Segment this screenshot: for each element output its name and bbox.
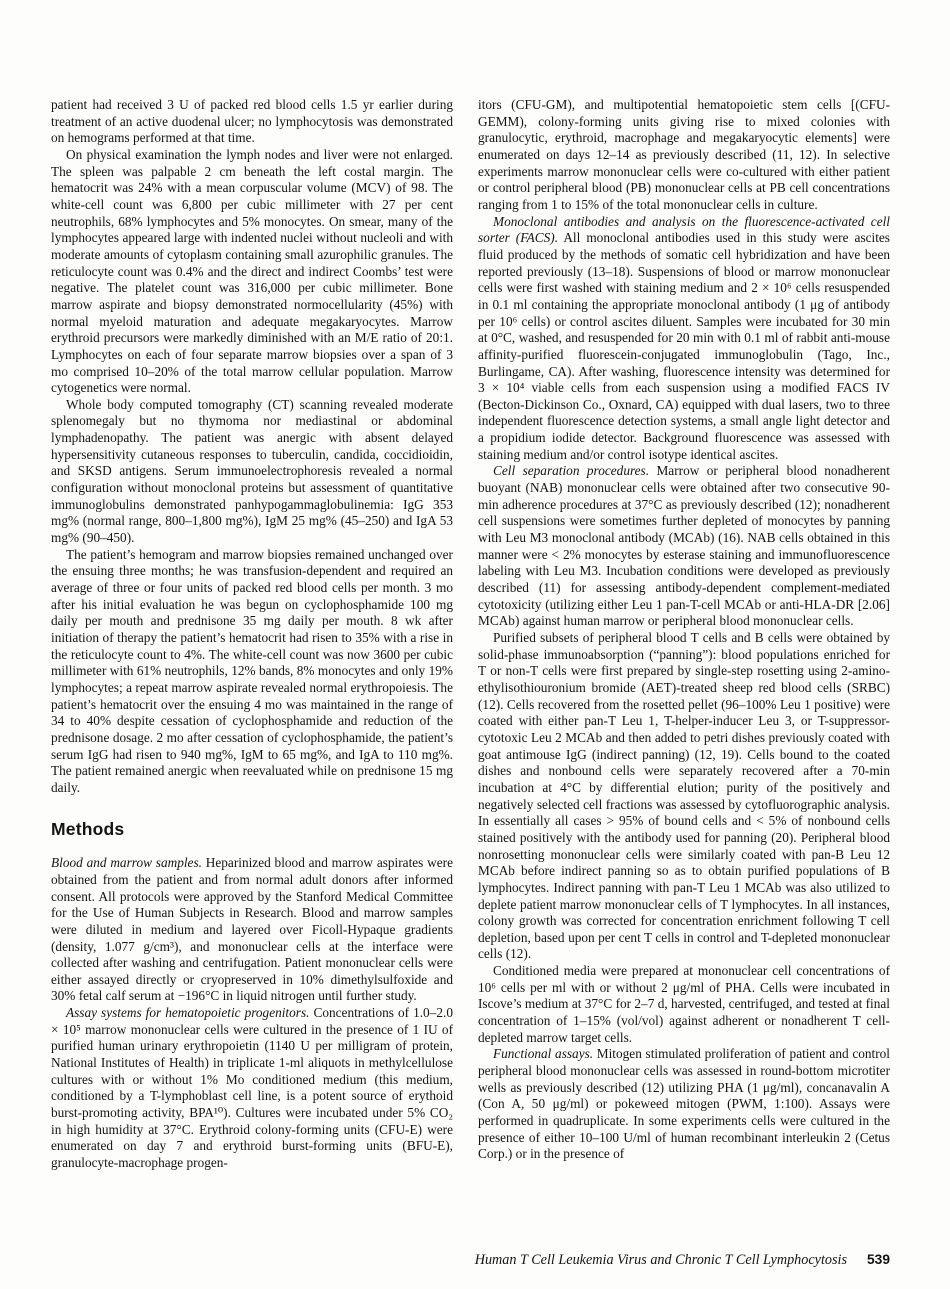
paragraph-text: On physical examination the lymph nodes and liver were not enlarged. The spleen was palpable 2 cm beneath the left costal margin. The hematocrit was 24% with a mean corpuscular volume (MCV) of 98. The white-cell count was 6,800 per cubic millimeter with 27 per cent neutrophils, 68% lymphocytes and 5% monocytes. On smear, many of the lymphocytes appeared large with indented nuclei without nucleoli and with moderate amounts of cytoplasm containing small azurophilic granules. The reticulocyte count was 0.4% and the direct and indirect Coombs’ test were negative. The platelet count was 316,000 per cubic millimeter. Bone marrow aspirate and biopsy demonstrated normocellularity (45%) with normal myeloid maturation and adequate megakaryocytes. Marrow erythroid precursors were markedly diminished with an M/E ratio of 20:1. Lymphocytes on each of four separate marrow biopsies over a span of 3 mo comprised 10–20% of the total marrow cellular population. Marrow cytogenetics were normal.: [51, 146, 453, 396]
paragraph-text: patient had received 3 U of packed red blood cells 1.5 yr earlier during treatment of an active duodenal ulcer; no lymphocytosis was demonstrated on hemograms performed at that time.: [51, 97, 453, 146]
subsection-title: Blood and marrow samples.: [51, 855, 202, 871]
running-title: Human T Cell Leukemia Virus and Chronic T Cell Lymphocytosis: [474, 1252, 847, 1268]
paragraph: [478, 630, 890, 963]
paragraph-text: Purified subsets of peripheral blood T cells and B cells were obtained by solid-phase immunoabsorption (“panning”): blood populations enriched for T or non-T cells were first prepared by single-step rosetting using 2-amino-ethylisothiouronium bromide (AET)-treated sheep red blood cells (SRBC) (12). Cells recovered from the rosetted pellet (96–100% Leu 1 positive) were coated with either pan-T Leu 1, T-helper-inducer Leu 3, or T-suppressor-cytotoxic Leu 2 MCAb and then added to petri dishes previously coated with goat antimouse IgG (indirect panning) (12, 19). Cells bound to the coated dishes and nonbound cells were separately recovered after a 70-min incubation at 4°C by differential elution; purity of the positively and negatively selected cell fractions was assessed by cytofluorographic analysis. In essentially all cases > 95% of bound cells and < 5% of nonbound cells stained positively with the antibody used for panning (20). Peripheral blood nonrosetting mononuclear cells were similarly coated with pan-B Leu 12 MCAb before indirect panning so as to obtain purified populations of B lymphocytes. Indirect panning with pan-T Leu 1 MCAb was also utilized to deplete patient marrow mononuclear cells of T lymphocytes. In all instances, colony growth was corrected for concentration enrichment following T cell depletion, based upon per cent T cells in control and T-depleted mononuclear cells (12).: [478, 630, 890, 962]
paragraph-text: Mitogen stimulated proliferation of patient and control peripheral blood mononuclear cells was assessed in round-bottom microtiter wells as previously described (12) utilizing PHA (1 μg/ml), concanavalin A (Con A, 50 μg/ml) or pokeweed mitogen (PWM, 1:100). Assays were performed in quadruplicate. In some experiments cells were cultured in the presence of either 10–100 U/ml of human recombinant interleukin 2 (Cetus Corp.) or in the presence of: [478, 1046, 890, 1162]
paragraph-text: Whole body computed tomography (CT) scanning revealed moderate splenomegaly but no thymoma nor mediastinal or abdominal lymphadenopathy. The patient was anergic with absent delayed hypersensitivity cutaneous responses to tuberculin, candida, coccidioidin, and SKSD antigens. Serum immunoelectrophoresis revealed a normal configuration without monoclonal proteins but assessment of quantitative immunoglobulins demonstrated panhypogammaglobulinemia: IgG 353 mg% (normal range, 800–1,800 mg%), IgM 25 mg% (45–250) and IgA 53 mg% (90–450).: [51, 396, 453, 546]
paragraph: [478, 963, 890, 1046]
paragraph: [51, 855, 453, 1005]
paragraph: [51, 147, 453, 397]
page-number: 539: [866, 1252, 890, 1267]
page-body: [51, 97, 890, 1172]
paragraph-text: Conditioned media were prepared at mononuclear cell concentrations of 10⁶ cells per ml with or without 2 μg/ml of PHA. Cells were incubated in Iscove’s medium at 37°C for 2–7 d, harvested, centrifuged, and tested at final concentration of 1–15% (vol/vol) against adherent or nonadherent T cell-depleted marrow target cells.: [478, 963, 890, 1045]
paragraph: [478, 1046, 890, 1163]
paragraph-text: itors (CFU-GM), and multipotential hematopoietic stem cells [(CFU-GEMM), colony-forming units giving rise to mixed colonies with granulocytic, erythroid, macrophage and megakaryocytic elements] were enumerated on days 12–14 as previously described (11, 12). In selective experiments marrow mononuclear cells were co-cultured with either patient or control peripheral blood (PB) mononuclear cells at PB cell concentrations ranging from 1 to 15% of the total mononuclear cells in culture.: [478, 97, 890, 212]
paragraph: [478, 463, 890, 630]
paragraph-text: Heparinized blood and marrow aspirates were obtained from the patient and from normal adult donors after informed consent. All protocols were approved by the Stanford Medical Committee for the Use of Human Subjects in Research. Blood and marrow samples were diluted in medium and layered over Ficoll-Hypaque gradients (density, 1.077 g/cm³), and mononuclear cells at the interface were collected after washing and centrifugation. Patient mononuclear cells were either assayed directly or cryopreserved in 10% dimethylsulfoxide and 30% fetal calf serum at −196°C in liquid nitrogen until further study.: [51, 855, 453, 1004]
paragraph: [51, 1005, 453, 1172]
paragraph-text: The patient’s hemogram and marrow biopsies remained unchanged over the ensuing three months; he was transfusion-dependent and required an average of three or four units of packed red blood cells per month. 3 mo after his initial evaluation he was begun on cyclophosphamide 100 mg daily per mouth and prednisone 35 mg daily per mouth. 8 wk after initiation of therapy the patient’s hematocrit had risen to 35% with a rise in the reticulocyte count to 4%. The white-cell count was now 3600 per cubic millimeter with 61% neutrophils, 12% bands, 8% monocytes and only 19% lymphocytes; a repeat marrow aspirate revealed normal erythropoiesis. The patient’s hematocrit over the ensuing 4 mo was maintained in the range of 34 to 40% despite cessation of cyclophosphamide and reduction of the prednisone dosage. 2 mo after cessation of cyclophosphamide, the patient’s serum IgG had risen to 940 mg%, IgM to 65 mg%, and IgA to 110 mg%. The patient remained anergic when reevaluated while on prednisone 15 mg daily.: [51, 546, 453, 795]
paragraph: [478, 214, 890, 464]
page-footer: [475, 1252, 890, 1269]
left-column: [51, 97, 453, 1172]
paragraph-text: Marrow or peripheral blood nonadherent buoyant (NAB) mononuclear cells were obtained after two consecutive 90-min adherence procedures at 37°C as previously described (12); nonadherent cell suspensions were sometimes further depleted of monocytes by panning with Leu M3 monoclonal antibody (MCAb) (16). NAB cells obtained in this manner were < 2% monocytes by esterase staining and immunofluorescence labeling with Leu M3. Incubation conditions were developed as previously described (11) for assessing antibody-dependent complement-mediated cytotoxicity (utilizing either Leu 1 pan-T-cell MCAb or anti-HLA-DR [2.06] MCAb) against human marrow or peripheral blood mononuclear cells.: [478, 463, 890, 629]
subsection-title: Monoclonal antibodies and analysis on the fluorescence-activated cell sorter (FACS).: [478, 213, 890, 246]
subsection-title: Assay systems for hematopoietic progenitors.: [66, 1005, 310, 1021]
subsection-title: Functional assays.: [493, 1046, 594, 1062]
paragraph: [51, 397, 453, 547]
right-column: [478, 97, 890, 1172]
paragraph-text: Concentrations of 1.0–2.0 × 10⁵ marrow mononuclear cells were cultured in the presence of 1 IU of purified human urinary erythropoietin (1140 U per milligram of protein, National Institutes of Health) in triplicate 1-ml aliquots in methylcellulose cultures with or without 1% Mo conditioned medium (this medium, conditioned by a T-lymphoblast cell line, is a potent source of erythoid burst-promoting activity, BPA¹⁰). Cultures were incubated under 5% CO₂ in high humidity at 37°C. Erythroid colony-forming units (CFU-E) were enumerated on day 7 and erythroid burst-forming units (BFU-E), granulocyte-macrophage progen-: [51, 1005, 453, 1171]
methods-heading: Methods: [51, 818, 125, 839]
paragraph: [51, 97, 453, 147]
paragraph: [51, 547, 453, 797]
paragraph: [478, 97, 890, 214]
paragraph-text: All monoclonal antibodies used in this study were ascites fluid produced by the methods of somatic cell hybridization and have been reported previously (13–18). Suspensions of blood or marrow mononuclear cells were first washed with staining medium and 2 × 10⁶ cells resuspended in 0.1 ml containing the appropriate monoclonal antibody (1 μg of antibody per 10⁶ cells) or control ascites diluent. Samples were incubated for 30 min at 0°C, washed, and resuspended for 20 min with 0.1 ml of rabbit anti-mouse affinity-purified fluorescein-conjugated immunoglobulin (Tago, Inc., Burlingame, CA). After washing, fluorescence intensity was determined for 3 × 10⁴ viable cells from each suspension using a modified FACS IV (Becton-Dickinson Co., Oxnard, CA) equipped with dual lasers, two to three independent fluorescence detection systems, a small angle light detector and a propidium iodide detector. Background fluorescence was assessed with staining medium and/or control isotype identical ascites.: [478, 230, 890, 462]
subsection-title: Cell separation procedures.: [493, 463, 650, 479]
